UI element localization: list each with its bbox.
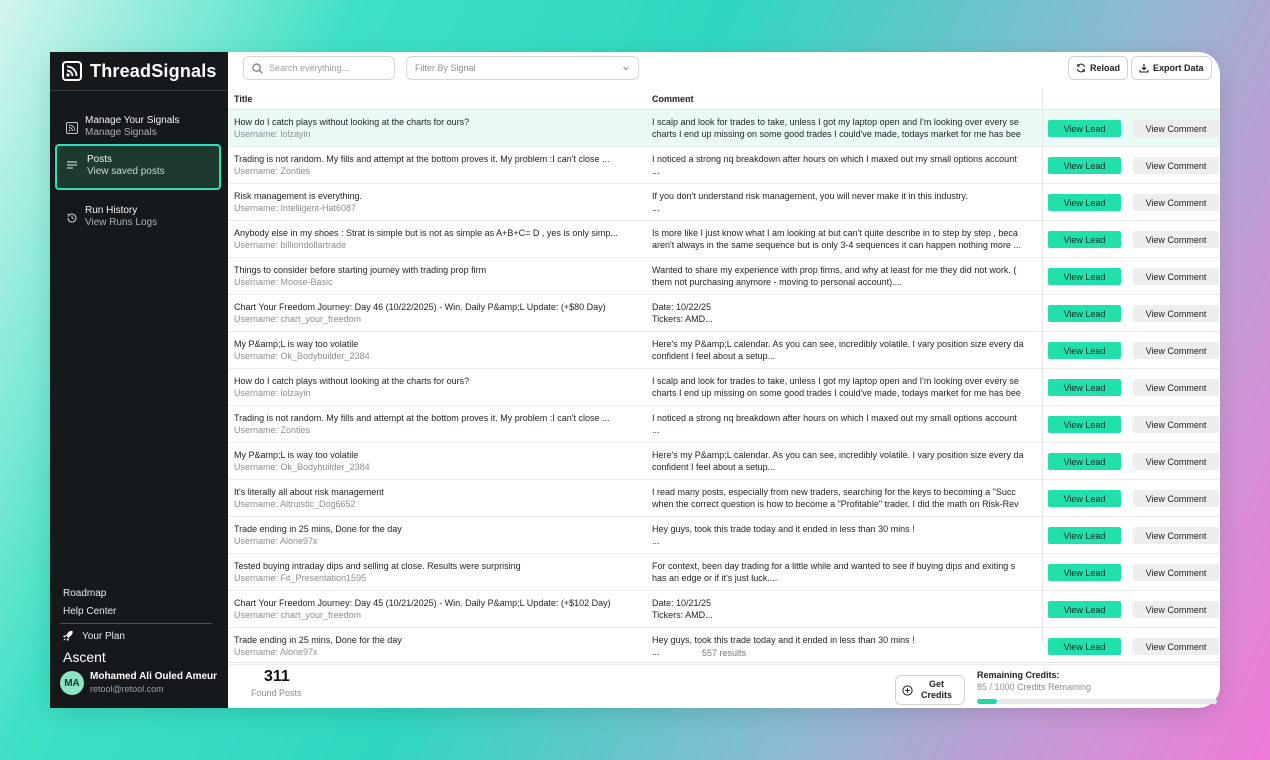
sidebar-item-title: Posts <box>87 154 113 165</box>
post-username: Username: lolzayin <box>234 129 311 139</box>
credits-progress-fill <box>977 699 997 704</box>
rss-square-icon <box>66 122 78 134</box>
comment-line-1: Is more like I just know what I am looking at but can't quite describe in to step by step , beca <box>652 228 1018 238</box>
roadmap-link[interactable]: Roadmap <box>63 588 107 599</box>
post-title: Chart Your Freedom Journey: Day 46 (10/22/2025) - Win. Daily P&amp;L Update: (+$80 Day) <box>234 302 606 312</box>
view-comment-button[interactable]: View Comment <box>1133 157 1219 174</box>
brand-divider <box>50 90 228 91</box>
post-title: Trade ending in 25 mins, Done for the day <box>234 524 402 534</box>
view-lead-button[interactable]: View Lead <box>1048 342 1121 359</box>
table-row[interactable] <box>228 406 1220 443</box>
comment-line-2: Tickers: AMD... <box>652 314 713 324</box>
table-row[interactable] <box>228 369 1220 406</box>
view-comment-button[interactable]: View Comment <box>1133 564 1219 581</box>
plan-name: Ascent <box>63 649 106 665</box>
user-profile[interactable] <box>60 671 217 695</box>
view-comment-button[interactable]: View Comment <box>1133 453 1219 470</box>
sidebar-item-subtitle: View Runs Logs <box>85 217 158 228</box>
download-icon <box>1139 63 1149 73</box>
post-username: Username: Fit_Presentation1595 <box>234 573 367 583</box>
view-lead-button[interactable]: View Lead <box>1048 416 1121 433</box>
post-title: It's literally all about risk management <box>234 487 384 497</box>
view-lead-button[interactable]: View Lead <box>1048 564 1121 581</box>
search-box[interactable] <box>243 56 395 80</box>
export-data-button[interactable] <box>1131 56 1212 80</box>
view-lead-button[interactable]: View Lead <box>1048 527 1121 544</box>
history-icon <box>66 212 78 224</box>
column-divider <box>1042 88 1043 642</box>
view-comment-button[interactable]: View Comment <box>1133 120 1219 137</box>
remaining-credits-text: 85 / 1000 Credits Remaining <box>977 682 1092 692</box>
export-data-label: Export Data <box>1153 63 1204 73</box>
comment-line-1: For context, been day trading for a little while and wanted to see if buying dips and exiting s <box>652 561 1016 571</box>
post-title: Trading is not random. My fills and attempt at the bottom proves it. My problem :I can't close ... <box>234 413 610 423</box>
view-comment-button[interactable]: View Comment <box>1133 490 1219 507</box>
comment-line-2: ... <box>652 425 660 435</box>
view-lead-button[interactable]: View Lead <box>1048 305 1121 322</box>
footer-divider <box>228 662 1220 663</box>
view-comment-button[interactable]: View Comment <box>1133 231 1219 248</box>
reload-button[interactable] <box>1068 56 1128 80</box>
get-credits-line1: Get <box>929 679 945 689</box>
view-comment-button[interactable]: View Comment <box>1133 527 1219 544</box>
view-lead-button[interactable]: View Lead <box>1048 194 1121 211</box>
comment-line-2: ... <box>652 647 660 657</box>
post-title: My P&amp;L is way too volatile <box>234 339 359 349</box>
post-title: My P&amp;L is way too volatile <box>234 450 359 460</box>
table-header <box>228 88 1220 110</box>
plus-circle-icon <box>902 685 913 696</box>
post-username: Username: Alone97x <box>234 536 318 546</box>
post-username: Username: billiondollartrade <box>234 240 347 250</box>
view-lead-button[interactable]: View Lead <box>1048 157 1121 174</box>
post-title: Things to consider before starting journey with trading prop firm <box>234 265 487 275</box>
post-username: Username: Ok_Bodybuilder_2384 <box>234 462 370 472</box>
comment-line-1: Wanted to share my experience with prop firms, and why at least for me they did not work. ( <box>652 265 1017 275</box>
avatar: MA <box>60 671 84 695</box>
post-title: Tested buying intraday dips and selling at close. Results were surprising <box>234 561 521 571</box>
comment-line-2: charts I end up missing on some good trades I could've made, todays market for me has bee <box>652 388 1021 398</box>
comment-line-2: confident I feel about a setup... <box>652 462 776 472</box>
user-email: retool@retool.com <box>90 684 164 694</box>
post-title: Trading is not random. My fills and attempt at the bottom proves it. My problem :I can't close ... <box>234 154 610 164</box>
credits-progress-bar <box>977 699 1217 704</box>
table-row[interactable] <box>228 332 1220 369</box>
view-comment-button[interactable]: View Comment <box>1133 601 1219 618</box>
sidebar-item-run-history[interactable] <box>55 197 221 243</box>
search-input[interactable] <box>269 63 387 73</box>
view-comment-button[interactable]: View Comment <box>1133 194 1219 211</box>
comment-line-2: has an edge or if it's just luck.... <box>652 573 778 583</box>
results-count: 557 results <box>701 648 747 658</box>
table-row[interactable] <box>228 110 1220 147</box>
sidebar-item-title: Run History <box>85 205 138 216</box>
view-lead-button[interactable]: View Lead <box>1048 638 1121 655</box>
view-lead-button[interactable]: View Lead <box>1048 231 1121 248</box>
column-header-title[interactable]: Title <box>234 94 253 104</box>
sidebar <box>50 52 228 708</box>
post-username: Username: Alone97x <box>234 647 318 657</box>
comment-line-2: them not purchasing anymore - moving to personal account).... <box>652 277 903 287</box>
post-username: Username: Ok_Bodybuilder_2384 <box>234 351 370 361</box>
help-center-link[interactable]: Help Center <box>63 606 117 617</box>
found-posts-count: 311 <box>264 668 290 685</box>
comment-line-1: I scalp and look for trades to take, unless I got my laptop open and I'm looking over every se <box>652 117 1019 127</box>
view-lead-button[interactable]: View Lead <box>1048 268 1121 285</box>
comment-line-1: I read many posts, especially from new traders, searching for the keys to becoming a "Succ <box>652 487 1016 497</box>
app-window <box>50 52 1220 708</box>
comment-line-1: If you don't understand risk management, you will never make it in this industry. <box>652 191 968 201</box>
view-comment-button[interactable]: View Comment <box>1133 416 1219 433</box>
post-username: Username: Zonties <box>234 425 311 435</box>
comment-line-1: Hey guys, took this trade today and it ended in less than 30 mins ! <box>652 635 915 645</box>
table-row[interactable] <box>228 184 1220 221</box>
reload-label: Reload <box>1090 63 1121 73</box>
remaining-credits-title: Remaining Credits: <box>977 670 1060 680</box>
comment-line-1: I noticed a strong nq breakdown after hours on which I maxed out my small options account <box>652 154 1017 164</box>
brand-name: ThreadSignals <box>90 60 217 81</box>
column-header-comment[interactable]: Comment <box>652 94 694 104</box>
sidebar-divider <box>60 623 212 624</box>
comment-line-1: Here's my P&amp;L calendar. As you can see, incredibly volatile. I vary position size every da <box>652 339 1024 349</box>
your-plan-link[interactable] <box>62 630 125 642</box>
post-title: Risk management is everything. <box>234 191 363 201</box>
comment-line-1: I noticed a strong nq breakdown after hours on which I maxed out my small options account <box>652 413 1017 423</box>
comment-line-1: Here's my P&amp;L calendar. As you can see, incredibly volatile. I vary position size every da <box>652 450 1024 460</box>
reload-icon <box>1076 63 1086 73</box>
table-row[interactable] <box>228 517 1220 554</box>
table-row[interactable] <box>228 554 1220 591</box>
get-credits-button[interactable] <box>895 675 965 705</box>
comment-line-1: Date: 10/22/25 <box>652 302 712 312</box>
rocket-icon <box>62 630 74 642</box>
sidebar-item-title: Manage Your Signals <box>85 115 180 126</box>
filter-placeholder: Filter By Signal <box>415 63 476 73</box>
post-title: Chart Your Freedom Journey: Day 45 (10/21/2025) - Win. Daily P&amp;L Update: (+$102 Day) <box>234 598 611 608</box>
your-plan-label: Your Plan <box>82 630 125 642</box>
view-comment-button[interactable]: View Comment <box>1133 305 1219 322</box>
list-icon <box>66 159 78 171</box>
post-username: Username: Intelligent-Hat6087 <box>234 203 357 213</box>
post-title: How do I catch plays without looking at the charts for ours? <box>234 376 470 386</box>
table-row[interactable] <box>228 480 1220 517</box>
post-title: Anybody else in my shoes : Strat is simple but is not as simple as A+B+C= D , yes is only simp... <box>234 228 618 238</box>
view-comment-button[interactable]: View Comment <box>1133 268 1219 285</box>
view-lead-button[interactable]: View Lead <box>1048 379 1121 396</box>
comment-line-2: ... <box>652 203 660 213</box>
brand[interactable] <box>62 60 217 82</box>
table-row[interactable] <box>228 147 1220 184</box>
sidebar-item-subtitle: Manage Signals <box>85 127 157 138</box>
comment-line-1: Hey guys, took this trade today and it ended in less than 30 mins ! <box>652 524 915 534</box>
user-name: Mohamed Ali Ouled Ameur <box>90 671 218 682</box>
view-lead-button[interactable]: View Lead <box>1048 601 1121 618</box>
comment-line-2: ... <box>652 166 660 176</box>
view-lead-button[interactable]: View Lead <box>1048 453 1121 470</box>
view-comment-button[interactable]: View Comment <box>1133 342 1219 359</box>
sidebar-item-subtitle: View saved posts <box>87 166 165 177</box>
post-username: Username: Zonties <box>234 166 311 176</box>
view-comment-button[interactable]: View Comment <box>1133 379 1219 396</box>
sidebar-item-posts[interactable] <box>55 144 221 190</box>
post-title: Trade ending in 25 mins, Done for the day <box>234 635 402 645</box>
filter-signal-select[interactable] <box>406 56 639 80</box>
rss-logo-icon <box>62 61 82 81</box>
comment-line-2: when the correct question is how to become a "Profitable" trader. I did the math on Risk-Rev <box>652 499 1019 509</box>
search-icon <box>252 63 263 74</box>
comment-line-2: confident I feel about a setup... <box>652 351 776 361</box>
table-row[interactable] <box>228 295 1220 332</box>
view-lead-button[interactable]: View Lead <box>1048 490 1121 507</box>
get-credits-label <box>921 679 952 701</box>
comment-line-2: ... <box>652 536 660 546</box>
comment-line-1: Date: 10/21/25 <box>652 598 712 608</box>
post-title: How do I catch plays without looking at the charts for ours? <box>234 117 470 127</box>
chevron-down-icon <box>622 64 630 72</box>
post-username: Username: Moose-Basic <box>234 277 333 287</box>
comment-line-2: Tickers: AMD... <box>652 610 713 620</box>
post-username: Username: Altruistic_Dog6652 <box>234 499 356 509</box>
table-row[interactable] <box>228 258 1220 295</box>
get-credits-line2: Credits <box>921 690 953 700</box>
found-posts-label: Found Posts <box>251 688 302 698</box>
comment-line-1: I scalp and look for trades to take, unless I got my laptop open and I'm looking over every se <box>652 376 1019 386</box>
post-username: Username: chart_your_freedom <box>234 314 362 324</box>
table-row[interactable] <box>228 443 1220 480</box>
comment-line-2: aren't always in the same sequence but is only 3-4 sequences it can happen nothing more ... <box>652 240 1021 250</box>
post-username: Username: lolzayin <box>234 388 311 398</box>
view-lead-button[interactable]: View Lead <box>1048 120 1121 137</box>
post-username: Username: chart_your_freedom <box>234 610 362 620</box>
table-row[interactable] <box>228 221 1220 258</box>
view-comment-button[interactable]: View Comment <box>1133 638 1219 655</box>
table-row[interactable] <box>228 628 1220 665</box>
comment-line-2: charts I end up missing on some good trades I could've made, todays market for me has bee <box>652 129 1021 139</box>
table-row[interactable] <box>228 591 1220 628</box>
